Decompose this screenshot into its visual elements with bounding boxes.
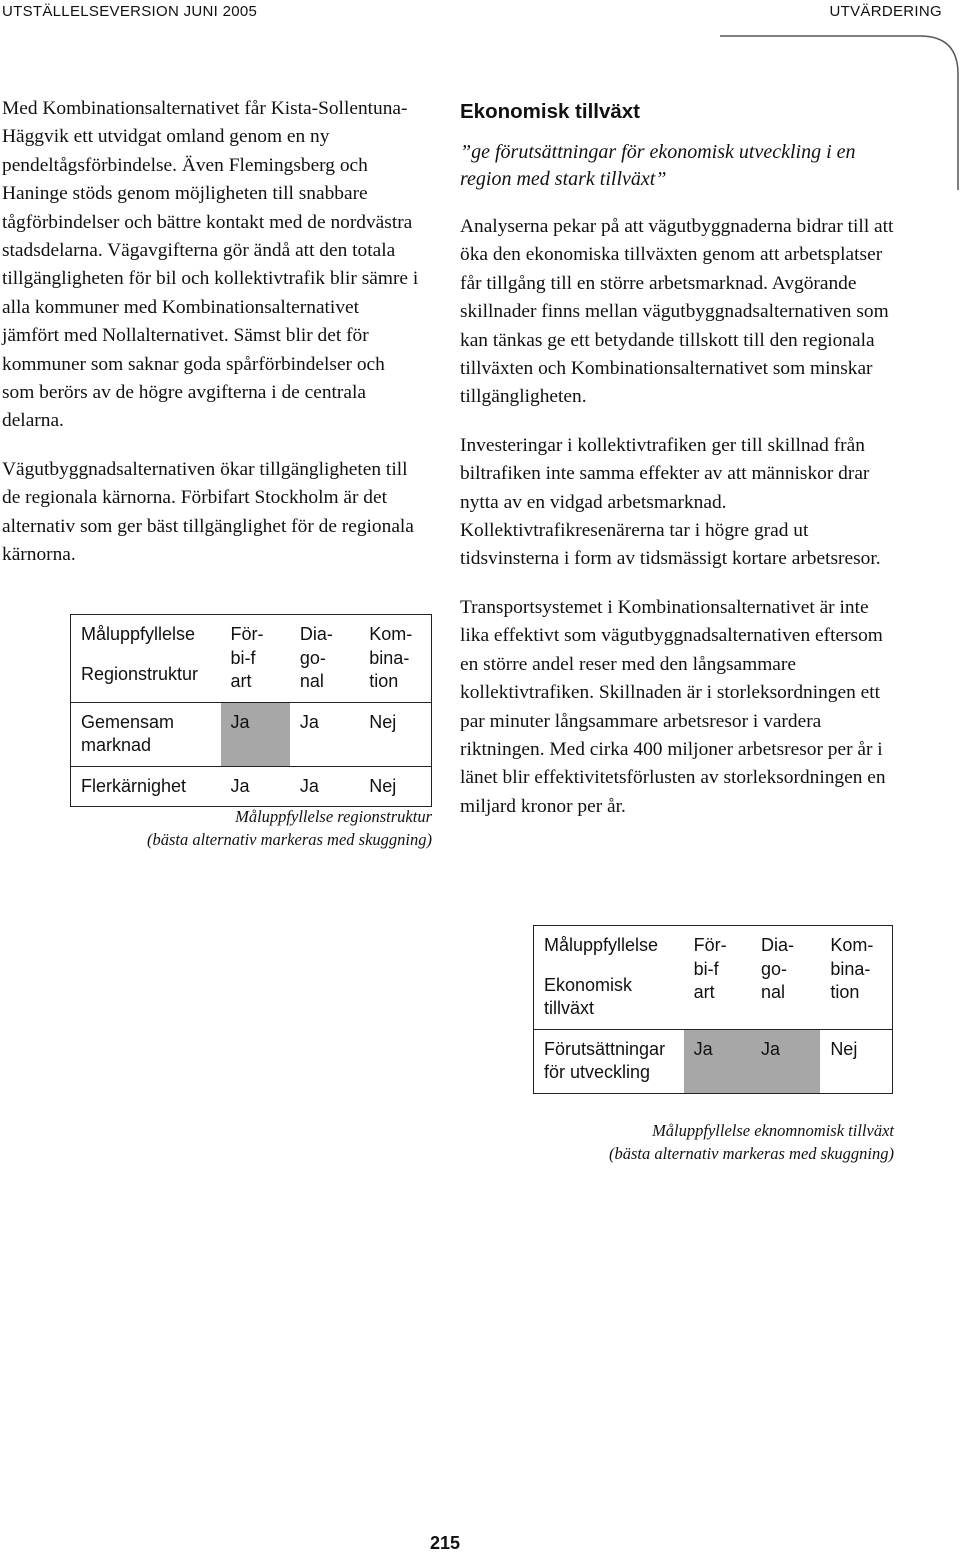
table-cell: Ja	[221, 702, 290, 766]
running-header-right: UTVÄRDERING	[829, 3, 942, 20]
table-row	[71, 766, 432, 807]
table-head-title: Måluppfyllelse	[544, 935, 659, 955]
column-header-diagonal: Dia-go-nal	[299, 624, 333, 691]
row-label: Gemensam marknad	[71, 702, 221, 766]
table-cell: Ja	[290, 766, 359, 807]
table-cell: Ja	[221, 766, 290, 807]
table-caption	[60, 806, 432, 851]
table-head-subtitle: Ekonomisk tillväxt	[544, 974, 633, 1018]
table-header-cell	[534, 926, 684, 1030]
table-row	[71, 702, 432, 766]
row-label: Flerkärnighet	[71, 766, 221, 807]
body-paragraph: Med Kombinationsalternativet får Kista-Sollentuna-Häggvik ett utvidgat omland genom en ny pendeltågsförbindelse. Även Flemingsberg och Haninge stöds genom möjligheten till snabbare tågförbindelser och bättre kontakt med de nordvästra stadsdelarna. Vägavgifterna gör ändå att den totala tillgängligheten för bil och kollektivtrafik blir sämre i alla kommuner med Kombinationsalternativet jämfört med Nollalternativet. Sämst blir det för kommuner som saknar goda spårförbindelser och som berörs av de högre avgifterna i de centrala delarna.	[2, 98, 419, 432]
caption-line: (bästa alternativ markeras med skuggning)	[146, 829, 432, 849]
body-paragraph: Investeringar i kollektivtrafiken ger till skillnad från biltrafiken inte samma effekter av att människor drar nytta av en vidgad arbetsmarknad. Kollektivtrafikresenärerna tar i högre grad ut tidsvinsterna i form av tidsmässigt kortare arbetsresor.	[460, 434, 881, 570]
column-header-diagonal: Dia-go-nal	[761, 935, 795, 1002]
caption-line: Måluppfyllelse regionstruktur	[235, 807, 432, 826]
table-cell: Ja	[684, 1029, 751, 1093]
body-paragraph: Analyserna pekar på att vägutbyggnaderna bidrar till att öka den ekonomiska tillväxten genom att arbetsplatser får tillgång till en större arbetsmarknad. Avgörande skillnader finns mellan vägutbyggnadsalternativen som kan tänkas ge ett betydande tillskott till den regionala tillväxten och Kombinationsalternativet som minskar tillgängligheten.	[460, 216, 894, 408]
column-header-forbifart: För-bi-fart	[693, 935, 727, 1002]
column-header-forbifart: För-bi-fart	[230, 624, 264, 691]
column-header-kombination: Kom-bina-tion	[830, 935, 874, 1002]
table-header-cell	[71, 615, 221, 703]
section-heading: Ekonomisk tillväxt	[460, 100, 641, 123]
table-cell: Ja	[751, 1029, 820, 1093]
caption-line: (bästa alternativ markeras med skuggning)	[608, 1143, 894, 1163]
table-cell: Ja	[290, 702, 359, 766]
left-column	[2, 95, 420, 570]
goal-table-ekonomisk-tillvaxt	[533, 925, 893, 1094]
table-cell: Nej	[359, 766, 431, 807]
section-quote: ”ge förutsättningar för ekonomisk utveckling i en region med stark tillväxt”	[460, 141, 856, 190]
page-number: 215	[429, 1533, 461, 1553]
caption-line: Måluppfyllelse eknomnomisk tillväxt	[652, 1121, 894, 1140]
column-header-kombination: Kom-bina-tion	[369, 624, 413, 691]
goal-table-regionstruktur	[70, 614, 432, 807]
running-header-left: UTSTÄLLELSEVERSION JUNI 2005	[2, 3, 258, 20]
table-cell: Nej	[359, 702, 431, 766]
row-label: Förutsättningar för utveckling	[534, 1029, 684, 1093]
right-column	[460, 95, 900, 821]
table-head-subtitle: Regionstruktur	[81, 663, 199, 684]
table-cell: Nej	[820, 1029, 892, 1093]
body-paragraph: Transportsystemet i Kombinationsalternativet är inte lika effektivt som vägutbyggnadsalternativen eftersom en större andel reser med den långsammare kollektivtrafiken. Skillnaden är i storleksordningen ett par minuter långsammare arbetsresor i vardera riktningen. Med cirka 400 miljoner arbetsresor per år i länet blir effektivitetsförlusten av storleksordningen en miljard kronor per år.	[460, 596, 886, 817]
table-head-title: Måluppfyllelse	[81, 624, 196, 644]
table-caption	[520, 1120, 894, 1165]
table-row	[534, 1029, 893, 1093]
body-paragraph: Vägutbyggnadsalternativen ökar tillgängligheten till de regionala kärnorna. Förbifart Stockholm är det alternativ som ger bäst tillgänglighet för de regionala kärnorna.	[2, 458, 414, 566]
